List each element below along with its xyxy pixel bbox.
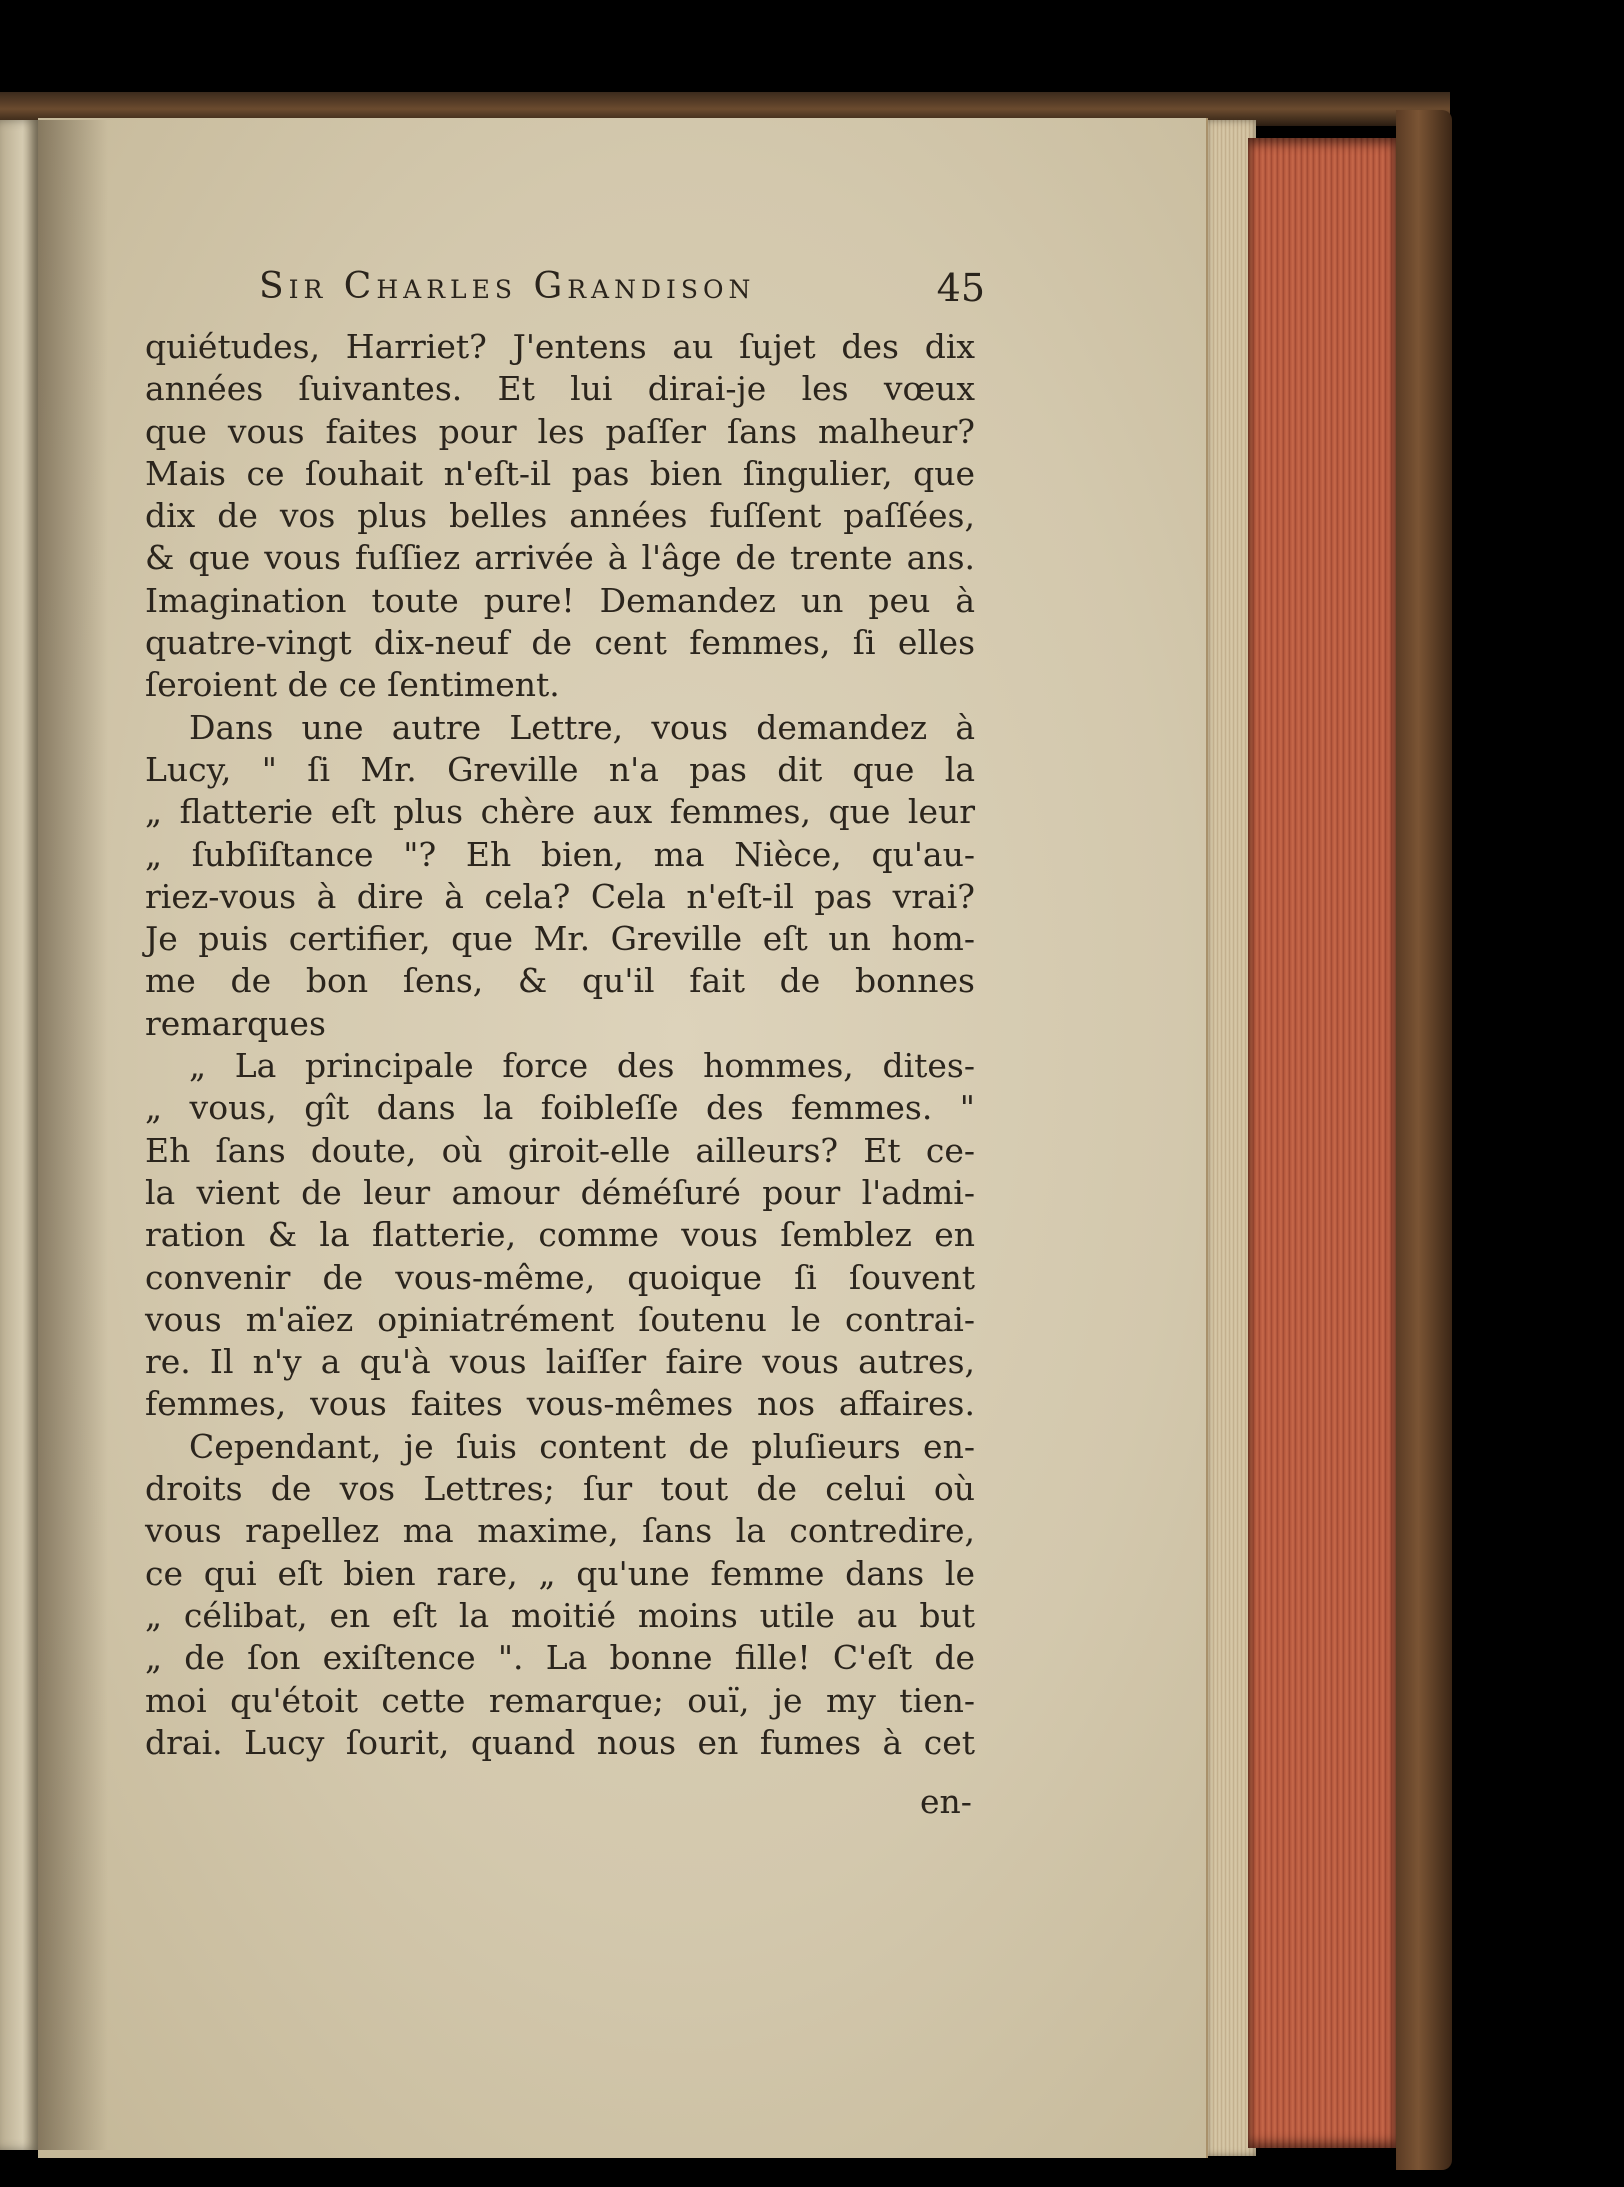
text-line: me de bon ſens, & qu'il fait de bonnes: [145, 961, 975, 1001]
text-line: que vous faites pour les paſſer ſans malheur?: [145, 411, 975, 451]
text-line: „ vous, gît dans la foibleſſe des femmes. ": [145, 1088, 975, 1128]
text-line: quatre-vingt dix-neuf de cent femmes, ſi elles: [145, 623, 975, 663]
text-line: ſeroient de ce ſentiment.: [145, 665, 560, 705]
text-line: & que vous fuſſiez arrivée à l'âge de trente ans.: [145, 538, 975, 578]
text-line: la vient de leur amour déméſuré pour l'admi-: [145, 1172, 975, 1212]
facing-page-edge: [0, 120, 38, 2150]
red-page-edges: [1248, 138, 1396, 2148]
text-line: drai. Lucy ſourit, quand nous en fumes à cet: [145, 1722, 975, 1762]
text-line: dix de vos plus belles années fuſſent paſſées,: [145, 496, 975, 536]
text-line: convenir de vous-même, quoique ſi ſouvent: [145, 1257, 975, 1297]
text-line: Cependant, je ſuis content de pluſieurs en-: [189, 1426, 975, 1466]
page-number: 45: [936, 266, 985, 310]
text-line: remarques: [145, 1003, 326, 1043]
text-line: ration & la flatterie, comme vous ſemblez en: [145, 1215, 975, 1255]
text-line: „ flatterie eſt plus chère aux femmes, que leur: [145, 792, 975, 832]
text-line: „ ſubſiſtance "? Eh bien, ma Nièce, qu'au-: [145, 834, 975, 874]
text-line: re. Il n'y a qu'à vous laiſſer faire vous autres,: [145, 1342, 975, 1382]
text-line: vous rapellez ma maxime, ſans la contredire,: [145, 1511, 975, 1551]
text-line: vous m'aïez opiniatrément ſoutenu le contrai-: [145, 1299, 975, 1339]
text-line: Imagination toute pure! Demandez un peu à: [145, 580, 975, 620]
text-line: Je puis certifier, que Mr. Greville eſt un hom-: [145, 919, 975, 959]
text-line: Eh ſans doute, où giroit-elle ailleurs? Et ce-: [145, 1130, 975, 1170]
text-line: Dans une autre Lettre, vous demandez à: [189, 707, 975, 747]
text-line: „ célibat, en eſt la moitié moins utile au but: [145, 1595, 975, 1635]
text-line: Mais ce ſouhait n'eſt-il pas bien ſingulier, que: [145, 453, 975, 493]
text-line: années ſuivantes. Et lui dirai-je les vœux: [145, 369, 975, 409]
text-line: moi qu'étoit cette remarque; ouï, je my tien-: [145, 1680, 975, 1720]
text-line: riez-vous à dire à cela? Cela n'eſt-il pas vrai?: [145, 876, 975, 916]
text-line: ce qui eſt bien rare, „ qu'une femme dans le: [145, 1553, 975, 1593]
text-line: quiétudes, Harriet? J'entens au ſujet des dix: [145, 327, 975, 366]
catchword: en-: [920, 1782, 972, 1821]
text-line: femmes, vous faites vous-mêmes nos affaires.: [145, 1384, 975, 1424]
text-line: „ La principale force des hommes, dites-: [189, 1046, 975, 1086]
running-head: Sir Charles Grandison: [259, 266, 756, 307]
text-line: Lucy, " ſi Mr. Greville n'a pas dit que la: [145, 749, 975, 789]
page-header: [215, 266, 985, 310]
text-line: droits de vos Lettres; ſur tout de celui où: [145, 1469, 975, 1509]
leather-cover: [1396, 110, 1452, 2170]
body-text: [145, 326, 975, 1764]
text-line: „ de ſon exiſtence ". La bonne fille! C'eſt de: [145, 1638, 975, 1678]
